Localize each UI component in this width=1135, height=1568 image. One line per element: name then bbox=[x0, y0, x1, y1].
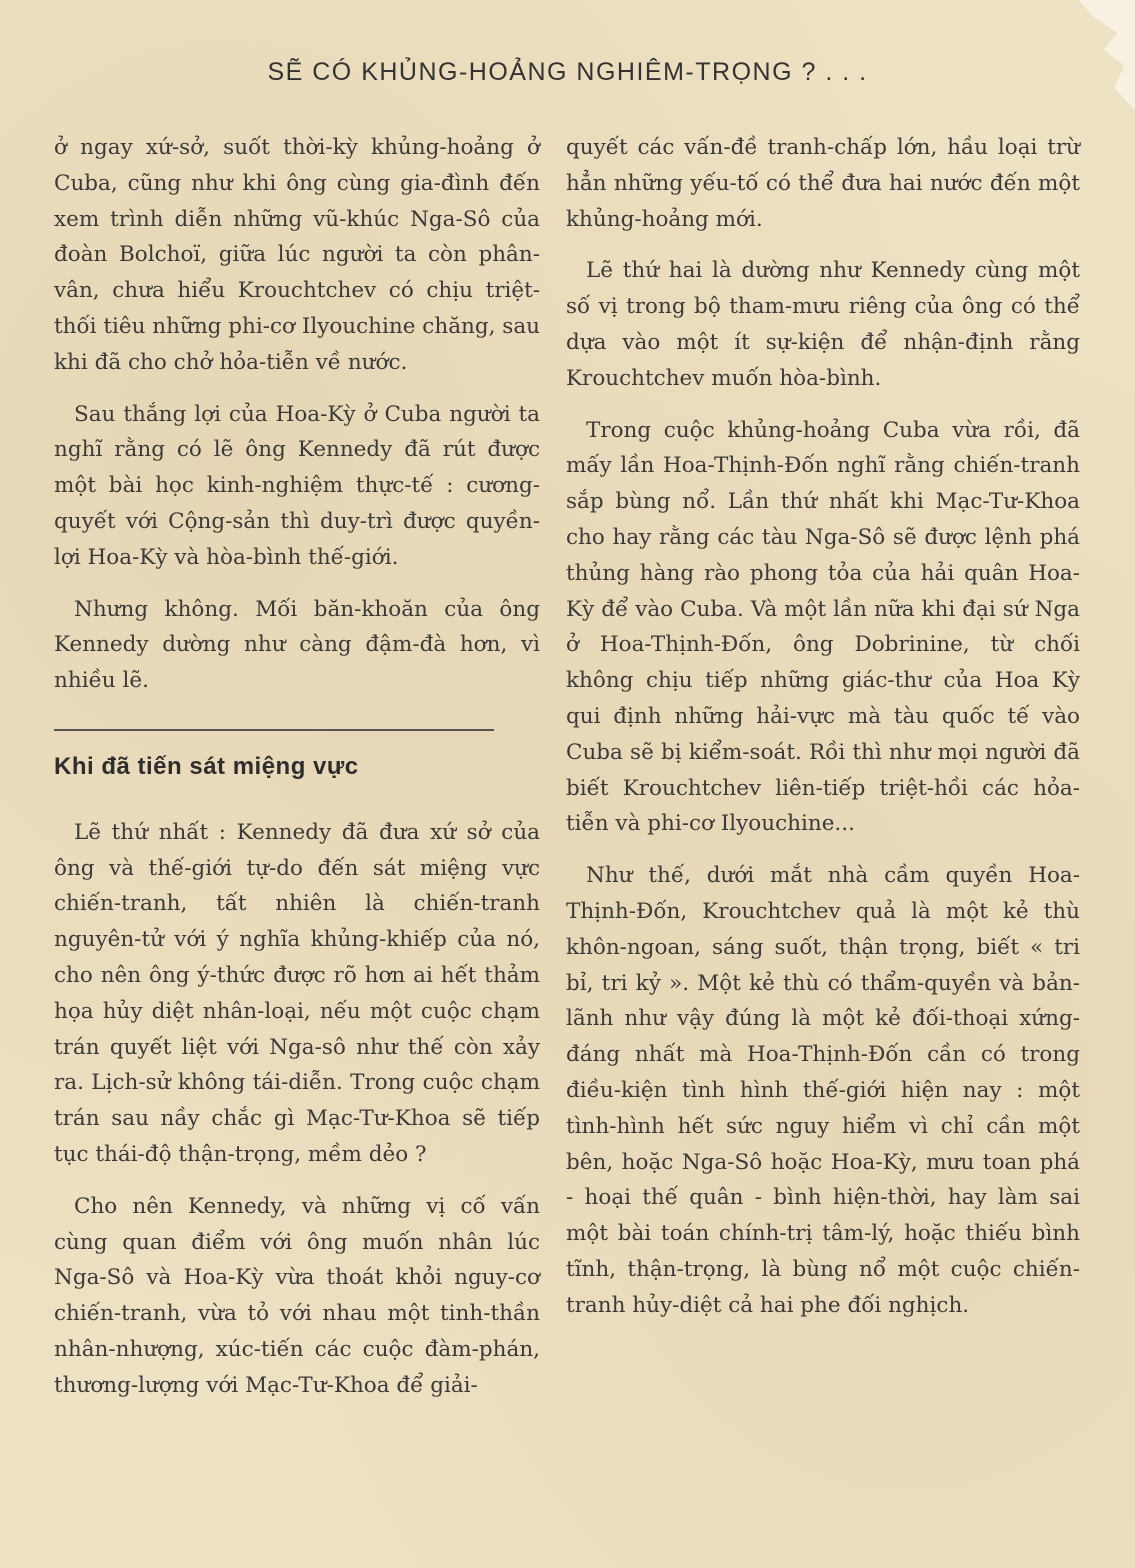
paragraph: quyết các vấn-đề tranh-chấp lớn, hầu loại trừ hẳn những yếu-tố có thể đưa hai nước đến một khủng-hoảng mới. bbox=[566, 135, 1080, 232]
paragraph: ở ngay xứ-sở, suốt thời-kỳ khủng-hoảng ở Cuba, cũng như khi ông cùng gia-đình đến xem trình diễn những vũ-khúc Nga-Sô của đoàn Bolchoï, giữa lúc người ta còn phân-vân, chưa hiểu Krouchtchev có chịu triệt-thối tiêu những phi-cơ Ilyouchine chăng, sau khi đã cho chở hỏa-tiễn về nước. bbox=[54, 135, 540, 375]
section-rule bbox=[54, 729, 494, 731]
paragraph: Như thế, dưới mắt nhà cầm quyền Hoa-Thịnh-Đốn, Krouchtchev quả là một kẻ thù khôn-ngoan, sáng suốt, thận trọng, biết « tri bỉ, tri kỷ ». Một kẻ thù có thẩm-quyền và bản-lãnh như vậy đúng là một kẻ đối-thoại xứng-đáng nhất mà Hoa-Thịnh-Đốn cần có trong điều-kiện tình hình thế-giới hiện nay : một tình-hình hết sức nguy hiểm vì chỉ cần một bên, hoặc Nga-Sô hoặc Hoa-Kỳ, mưu toan phá - hoại thế quân - bình hiện-thời, hay làm sai một bài toán chính-trị tâm-lý, hoặc thiếu bình tĩnh, thận-trọng, là bùng nổ một cuộc chiến-tranh hủy-diệt cả hai phe đối nghịch. bbox=[566, 863, 1080, 1318]
paragraph: Cho nên Kennedy, và những vị cố vấn cùng quan điểm với ông muốn nhân lúc Nga-Sô và Hoa-Kỳ vừa thoát khỏi nguy-cơ chiến-tranh, vừa tỏ với nhau một tinh-thần nhân-nhượng, xúc-tiến các cuộc đàm-phán, thương-lượng với Mạc-Tư-Khoa để giải- bbox=[54, 1193, 540, 1398]
right-column bbox=[566, 130, 1080, 1340]
left-column bbox=[54, 130, 540, 1420]
torn-corner bbox=[1065, 0, 1135, 110]
paragraph: Nhưng không. Mối băn-khoăn của ông Kennedy dường như càng đậm-đà hơn, vì nhiều lẽ. bbox=[54, 596, 540, 694]
paragraph: Lẽ thứ hai là dường như Kennedy cùng một số vị trong bộ tham-mưu riêng của ông có thể dựa vào một ít sự-kiện để nhận-định rằng Krouchtchev muốn hòa-bình. bbox=[566, 258, 1080, 391]
paragraph: Lẽ thứ nhất : Kennedy đã đưa xứ sở của ông và thế-giới tự-do đến sát miệng vực chiến-tranh, tất nhiên là chiến-tranh nguyên-tử với ý nghĩa khủng-khiếp của nó, cho nên ông ý-thức được rõ hơn ai hết thảm họa hủy diệt nhân-loại, nếu một cuộc chạm trán quyết liệt với Nga-sô như thế còn xảy ra. Lịch-sử không tái-diễn. Trong cuộc chạm trán sau nầy chắc gì Mạc-Tư-Khoa sẽ tiếp tục thái-độ thận-trọng, mềm dẻo ? bbox=[54, 819, 540, 1167]
paragraph: Trong cuộc khủng-hoảng Cuba vừa rồi, đã mấy lần Hoa-Thịnh-Đốn nghĩ rằng chiến-tranh sắp bùng nổ. Lần thứ nhất khi Mạc-Tư-Khoa cho hay rằng các tàu Nga-Sô sẽ được lệnh phá thủng hàng rào phong tỏa của hải quân Hoa-Kỳ để vào Cuba. Và một lần nữa khi đại sứ Nga ở Hoa-Thịnh-Đốn, ông Dobrinine, từ chối không chịu tiếp những giác-thư của Hoa Kỳ qui định những hải-vực mà tàu quốc tế vào Cuba sẽ bị kiểm-soát. Rồi thì như mọi người đã biết Krouchtchev liên-tiếp triệt-hồi các hỏa-tiễn và phi-cơ Ilyouchine... bbox=[566, 417, 1080, 837]
running-header: SẼ CÓ KHỦNG-HOẢNG NGHIÊM-TRỌNG ? . . . bbox=[267, 58, 868, 86]
paragraph: Sau thắng lợi của Hoa-Kỳ ở Cuba người ta nghĩ rằng có lẽ ông Kennedy đã rút được một bài học kinh-nghiệm thực-tế : cương-quyết với Cộng-sản thì duy-trì được quyền-lợi Hoa-Kỳ và hòa-bình thế-giới. bbox=[54, 401, 540, 570]
section-heading: Khi đã tiến sát miệng vực bbox=[54, 752, 359, 780]
